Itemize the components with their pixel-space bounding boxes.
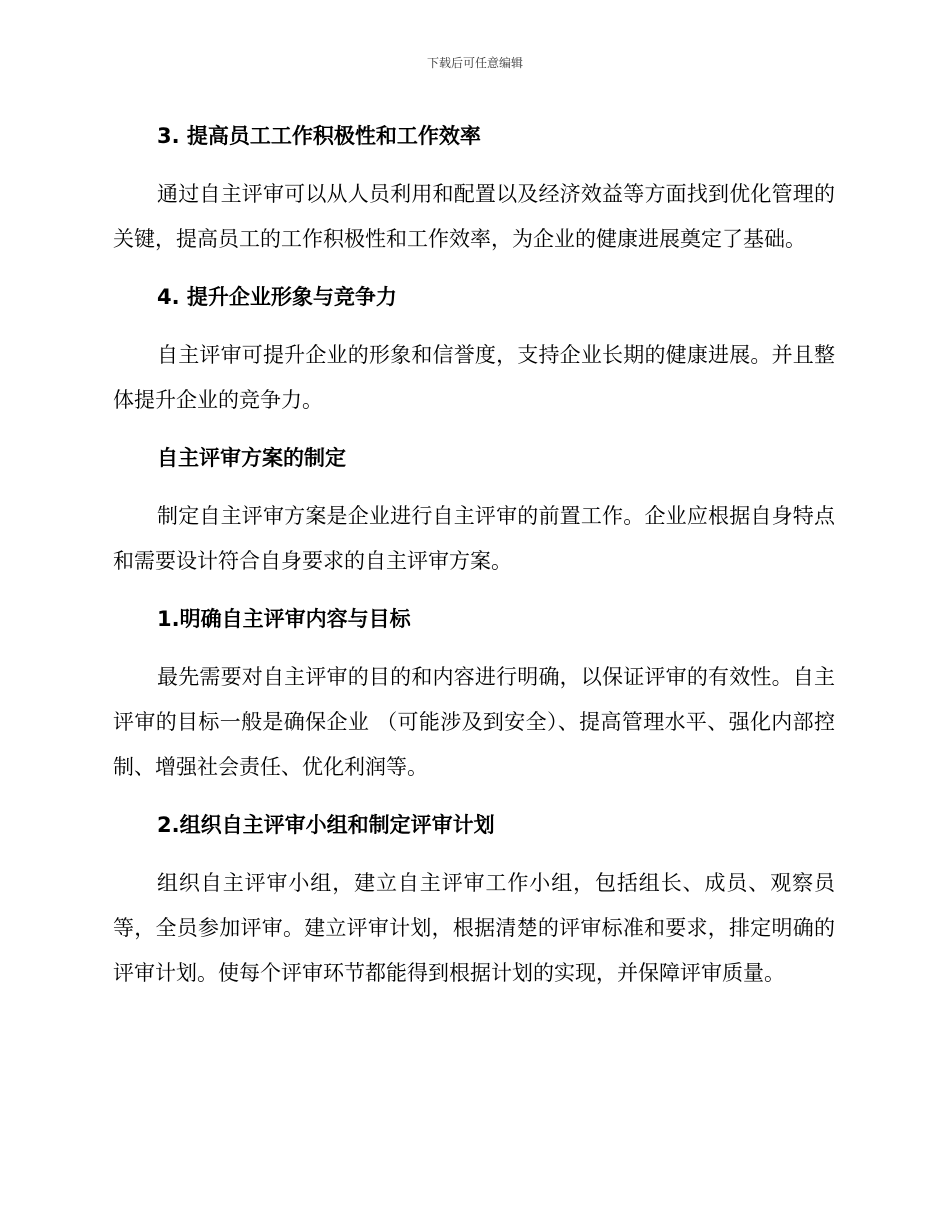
paragraph-plan: 制定自主评审方案是企业进行自主评审的前置工作。企业应根据自身特点和需要设计符合自身要求的自主评审方案。	[113, 504, 835, 573]
section-heading-2: 2.组织自主评审小组和制定评审计划	[157, 813, 495, 837]
section-heading-plan: 自主评审方案的制定	[157, 446, 346, 470]
section-heading-4: 4. 提升企业形象与竞争力	[157, 285, 397, 309]
section-heading-1: 1.明确自主评审内容与目标	[157, 607, 411, 631]
section-heading-3: 3. 提高员工工作积极性和工作效率	[157, 124, 481, 148]
document-body	[113, 114, 835, 1009]
paragraph-1: 最先需要对自主评审的目的和内容进行明确，以保证评审的有效性。自主评审的目标一般是确保企业 （可能涉及到安全）、提高管理水平、强化内部控制、增强社会责任、优化利润等。	[113, 665, 835, 779]
paragraph-3: 通过自主评审可以从人员利用和配置以及经济效益等方面找到优化管理的关键，提高员工的工作积极性和工作效率，为企业的健康进展奠定了基础。	[113, 182, 835, 251]
paragraph-4: 自主评审可提升企业的形象和信誉度，支持企业长期的健康进展。并且整体提升企业的竞争力。	[113, 343, 835, 412]
page-header: 下载后可任意编辑	[426, 56, 523, 70]
paragraph-2: 组织自主评审小组，建立自主评审工作小组，包括组长、成员、观察员等，全员参加评审。建立评审计划，根据清楚的评审标准和要求，排定明确的评审计划。使每个评审环节都能得到根据计划的实现，并保障评审质量。	[113, 871, 835, 985]
